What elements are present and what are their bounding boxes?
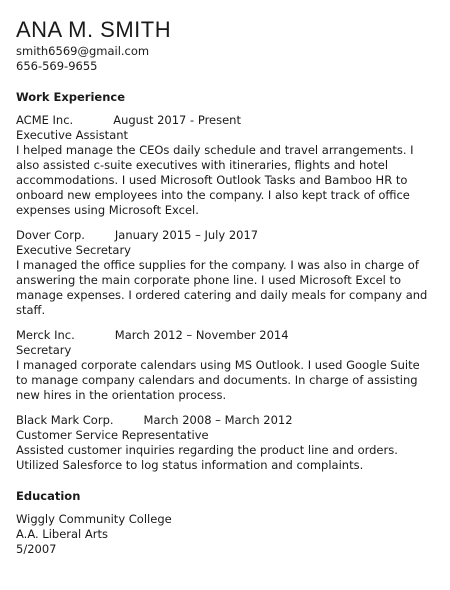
job-dates: August 2017 - Present <box>113 113 241 127</box>
job-entry-black-mark <box>16 413 434 473</box>
education-school: Wiggly Community College <box>16 512 172 526</box>
education-date: 5/2007 <box>16 542 57 556</box>
education-block <box>16 512 434 557</box>
job-company: ACME Inc. <box>16 113 74 127</box>
job-company: Black Mark Corp. <box>16 413 114 427</box>
job-header <box>16 113 434 128</box>
job-description: I helped manage the CEOs daily schedule and travel arrangements. I also assisted c-suite executives with itineraries, flights and hotel accommodations. I used Microsoft Outlook Tasks and Bamboo HR to onboard new employees into the company. I also kept track of office expenses using Microsoft Excel. <box>16 143 414 217</box>
job-company: Merck Inc. <box>16 328 75 342</box>
job-entry-acme <box>16 113 434 218</box>
job-role: Executive Assistant <box>16 128 129 142</box>
contact-email: smith6569@gmail.com <box>16 44 150 58</box>
job-description: I managed the office supplies for the company. I was also in charge of answering the main corporate phone line. I used Microsoft Excel to manage expenses. I ordered catering and daily meals for company and staff. <box>16 258 428 317</box>
job-company: Dover Corp. <box>16 228 85 242</box>
education-degree: A.A. Liberal Arts <box>16 527 108 541</box>
candidate-name: ANA M. SMITH <box>16 17 172 42</box>
job-dates: March 2012 – November 2014 <box>114 328 289 342</box>
job-role: Secretary <box>16 343 72 357</box>
job-entry-merck <box>16 328 434 403</box>
education-heading: Education <box>16 489 81 503</box>
job-header <box>16 228 434 243</box>
job-description: Assisted customer inquiries regarding the product line and orders. Utilized Salesforce to log status information and complaints. <box>16 443 398 472</box>
job-dates: January 2015 – July 2017 <box>114 228 259 242</box>
contact-phone: 656-569-9655 <box>16 59 98 73</box>
job-entry-dover <box>16 228 434 318</box>
job-header <box>16 328 434 343</box>
work-experience-heading: Work Experience <box>16 90 126 104</box>
job-description: I managed corporate calendars using MS Outlook. I used Google Suite to manage company calendars and documents. In charge of assisting new hires in the orientation process. <box>16 358 420 402</box>
job-role: Executive Secretary <box>16 243 131 257</box>
job-header <box>16 413 434 428</box>
job-role: Customer Service Representative <box>16 428 209 442</box>
job-dates: March 2008 – March 2012 <box>143 413 293 427</box>
